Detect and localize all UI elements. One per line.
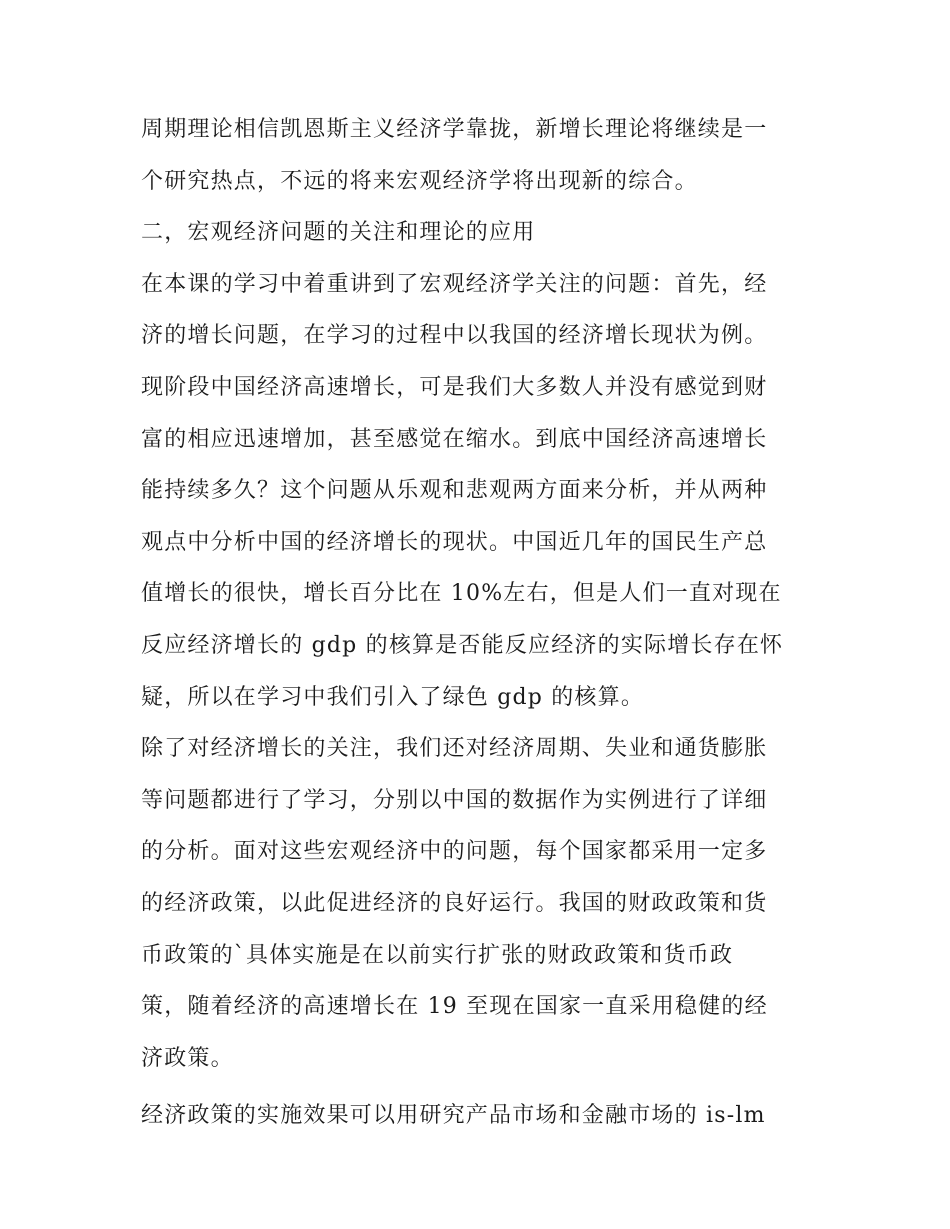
section-heading-text: 二，宏观经济问题的关注和理论的应用 <box>141 220 536 246</box>
paragraph-policy <box>141 723 821 1084</box>
paragraph-growth <box>141 259 821 723</box>
text-line: 等问题都进行了学习，分别以中国的数据作为实例进行了详细 <box>141 787 768 813</box>
text-line: 反应经济增长的 gdp 的核算是否能反应经济的实际增长存在怀 <box>141 632 784 658</box>
text-line: 济政策。 <box>141 1045 234 1071</box>
text-line: 策，随着经济的高速增长在 19 至现在国家一直采用稳健的经 <box>141 994 768 1020</box>
text-line: 除了对经济增长的关注，我们还对经济周期、失业和通货膨胀 <box>141 736 768 762</box>
text-line: 富的相应迅速增加，甚至感觉在缩水。到底中国经济高速增长 <box>141 426 768 452</box>
text-line: 的分析。面对这些宏观经济中的问题，每个国家都采用一定多 <box>141 839 768 865</box>
text-line: 的经济政策，以此促进经济的良好运行。我国的财政政策和货 <box>141 890 768 916</box>
text-line: 现阶段中国经济高速增长，可是我们大多数人并没有感觉到财 <box>141 374 768 400</box>
paragraph-is-lm <box>141 1090 821 1142</box>
text-line: 观点中分析中国的经济增长的现状。中国近几年的国民生产总 <box>141 529 768 555</box>
text-line: 币政策的`具体实施是在以前实行扩张的财政政策和货币政 <box>141 942 734 968</box>
document-body <box>141 104 821 1142</box>
text-line: 能持续多久？这个问题从乐观和悲观两方面来分析，并从两种 <box>141 478 768 504</box>
text-line: 值增长的很快，增长百分比在 10%左右，但是人们一直对现在 <box>141 581 782 607</box>
text-line: 周期理论相信凯恩斯主义经济学靠拢，新增长理论将继续是一 <box>141 117 768 142</box>
text-line: 经济政策的实施效果可以用研究产品市场和金融市场的 is-lm <box>141 1103 766 1129</box>
text-line: 在本课的学习中着重讲到了宏观经济学关注的问题：首先，经 <box>141 271 768 297</box>
section-heading-2 <box>141 207 821 259</box>
text-line: 个研究热点，不远的将来宏观经济学将出现新的综合。 <box>141 168 698 194</box>
text-line: 济的增长问题，在学习的过程中以我国的经济增长现状为例。 <box>141 323 768 349</box>
text-line: 疑，所以在学习中我们引入了绿色 gdp 的核算。 <box>141 684 645 710</box>
paragraph-cycle-theory <box>141 104 821 207</box>
